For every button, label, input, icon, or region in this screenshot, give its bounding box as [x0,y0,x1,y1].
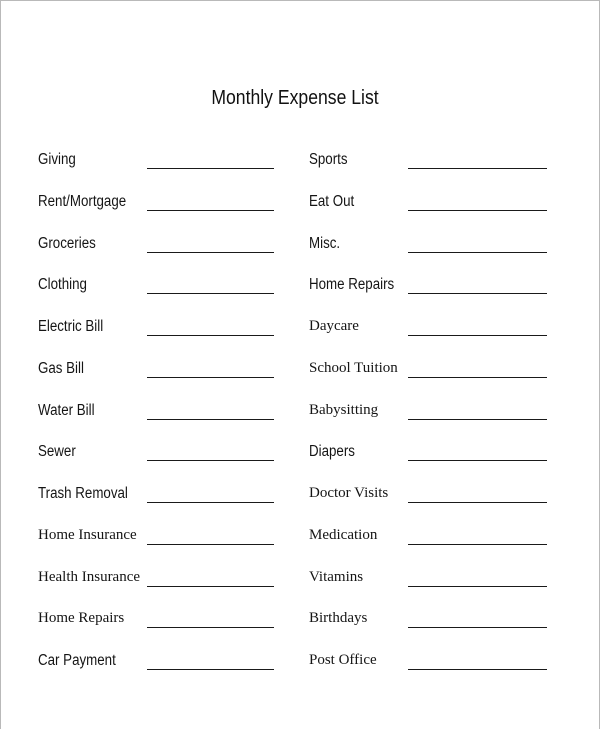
expense-label: Electric Bill [38,318,104,335]
expense-label: Diapers [309,443,355,461]
expense-label: Post Office [309,652,377,668]
amount-blank-line[interactable] [408,586,547,587]
amount-blank-line[interactable] [408,502,547,503]
amount-blank-line[interactable] [147,502,274,503]
amount-blank-line[interactable] [408,293,547,294]
expense-label: Babysitting [309,401,379,418]
amount-blank-line[interactable] [147,460,274,461]
expense-label: Medication [309,526,378,543]
expense-label: Giving [38,151,76,168]
amount-blank-line[interactable] [408,460,547,461]
page-title: Monthly Expense List [211,87,379,109]
expense-label: Home Repairs [309,276,395,294]
expense-label: Misc. [309,234,341,252]
amount-blank-line[interactable] [408,627,547,628]
expense-label: Groceries [38,234,96,252]
expense-label: Sports [309,151,348,168]
amount-blank-line[interactable] [408,669,547,670]
amount-blank-line[interactable] [147,586,274,587]
amount-blank-line[interactable] [408,377,547,378]
amount-blank-line[interactable] [147,377,274,378]
amount-blank-line[interactable] [147,168,274,169]
expense-label: Rent/Mortgage [38,192,127,210]
expense-label: Vitamins [309,568,364,585]
expense-label: Daycare [309,318,359,334]
amount-blank-line[interactable] [408,252,547,253]
expense-label: Home Insurance [38,526,137,543]
amount-blank-line[interactable] [408,168,547,169]
amount-blank-line[interactable] [408,419,547,420]
amount-blank-line[interactable] [147,669,274,670]
expense-label: Car Payment [38,652,116,669]
expense-label: Birthdays [309,610,368,627]
amount-blank-line[interactable] [147,419,274,420]
expense-label: Clothing [38,276,87,294]
amount-blank-line[interactable] [408,335,547,336]
amount-blank-line[interactable] [147,335,274,336]
amount-blank-line[interactable] [147,627,274,628]
amount-blank-line[interactable] [147,210,274,211]
expense-label: Water Bill [38,401,95,419]
expense-label: School Tuition [309,359,398,376]
expense-label: Health Insurance [38,568,141,585]
amount-blank-line[interactable] [408,544,547,545]
expense-label: Eat Out [309,192,355,210]
expense-label: Gas Bill [38,359,84,377]
expense-label: Doctor Visits [309,485,389,501]
amount-blank-line[interactable] [147,252,274,253]
expense-label: Sewer [38,443,76,461]
amount-blank-line[interactable] [408,210,547,211]
amount-blank-line[interactable] [147,544,274,545]
expense-label: Home Repairs [38,610,125,627]
amount-blank-line[interactable] [147,293,274,294]
expense-label: Trash Removal [38,485,128,502]
